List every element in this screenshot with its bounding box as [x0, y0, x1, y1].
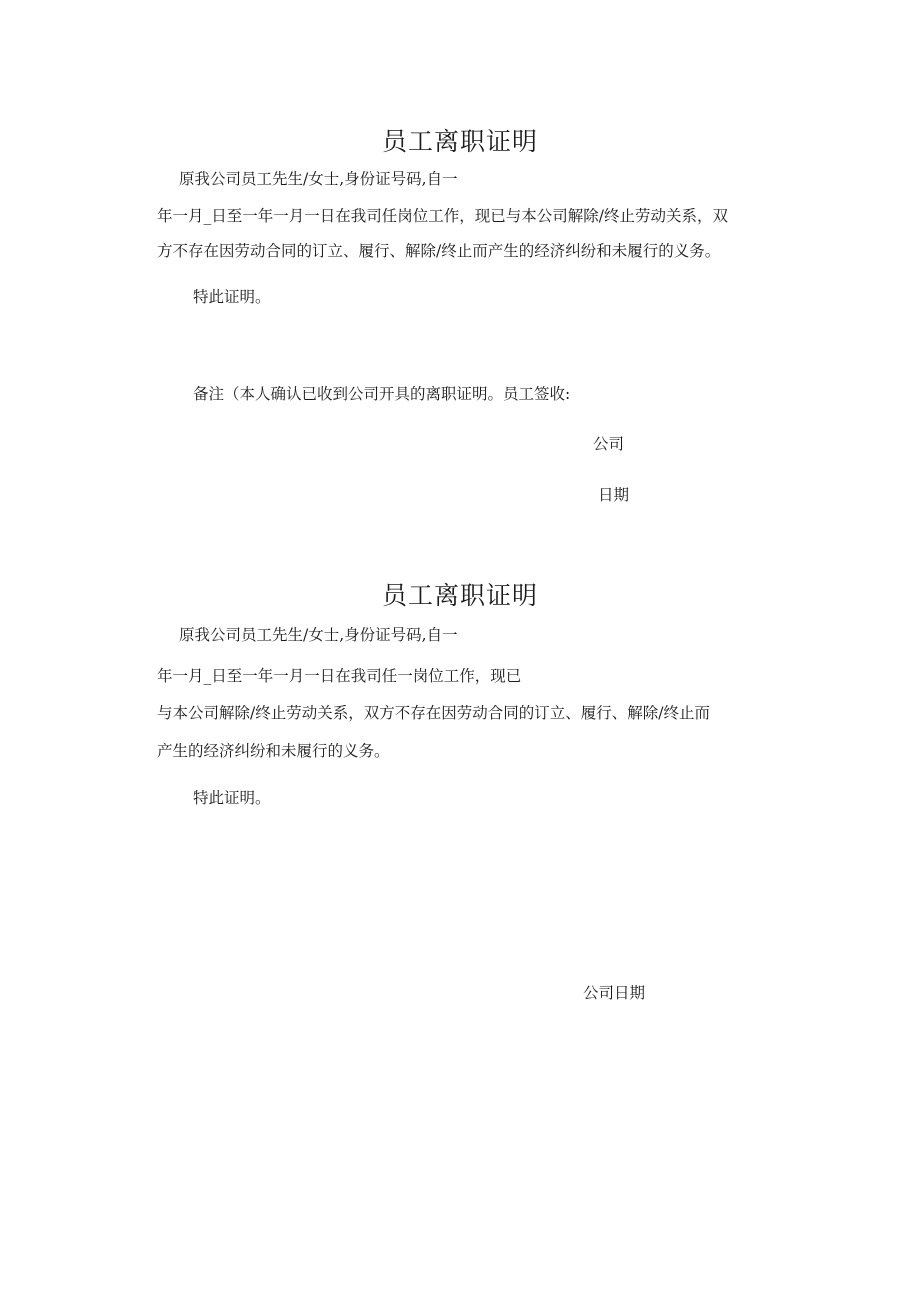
document-title: 员工离职证明: [381, 581, 538, 610]
company-date-label: 公司日期: [583, 984, 646, 1002]
body-line: 年一月_日至一年一月一日在我司任一岗位工作，现已: [157, 667, 522, 685]
body-line: 产生的经济纠纷和未履行的义务。: [157, 742, 390, 760]
body-line: 原我公司员工先生/女士,身份证号码,自一: [179, 626, 458, 644]
date-label: 日期: [598, 486, 630, 504]
company-label: 公司: [593, 435, 625, 453]
closing-text: 特此证明。: [193, 288, 271, 306]
document-title: 员工离职证明: [381, 127, 538, 156]
note-text: 备注（本人确认已收到公司开具的离职证明。员工签收:: [193, 385, 571, 403]
closing-text: 特此证明。: [193, 789, 271, 807]
body-line: 方不存在因劳动合同的订立、履行、解除/终止而产生的经济纠纷和未履行的义务。: [157, 242, 721, 260]
body-line: 原我公司员工先生/女士,身份证号码,自一: [179, 170, 458, 188]
body-line: 与本公司解除/终止劳动关系，双方不存在因劳动合同的订立、履行、解除/终止而: [157, 704, 710, 722]
body-line: 年一月_日至一年一月一日在我司任岗位工作，现已与本公司解除/终止劳动关系，双: [157, 207, 728, 225]
